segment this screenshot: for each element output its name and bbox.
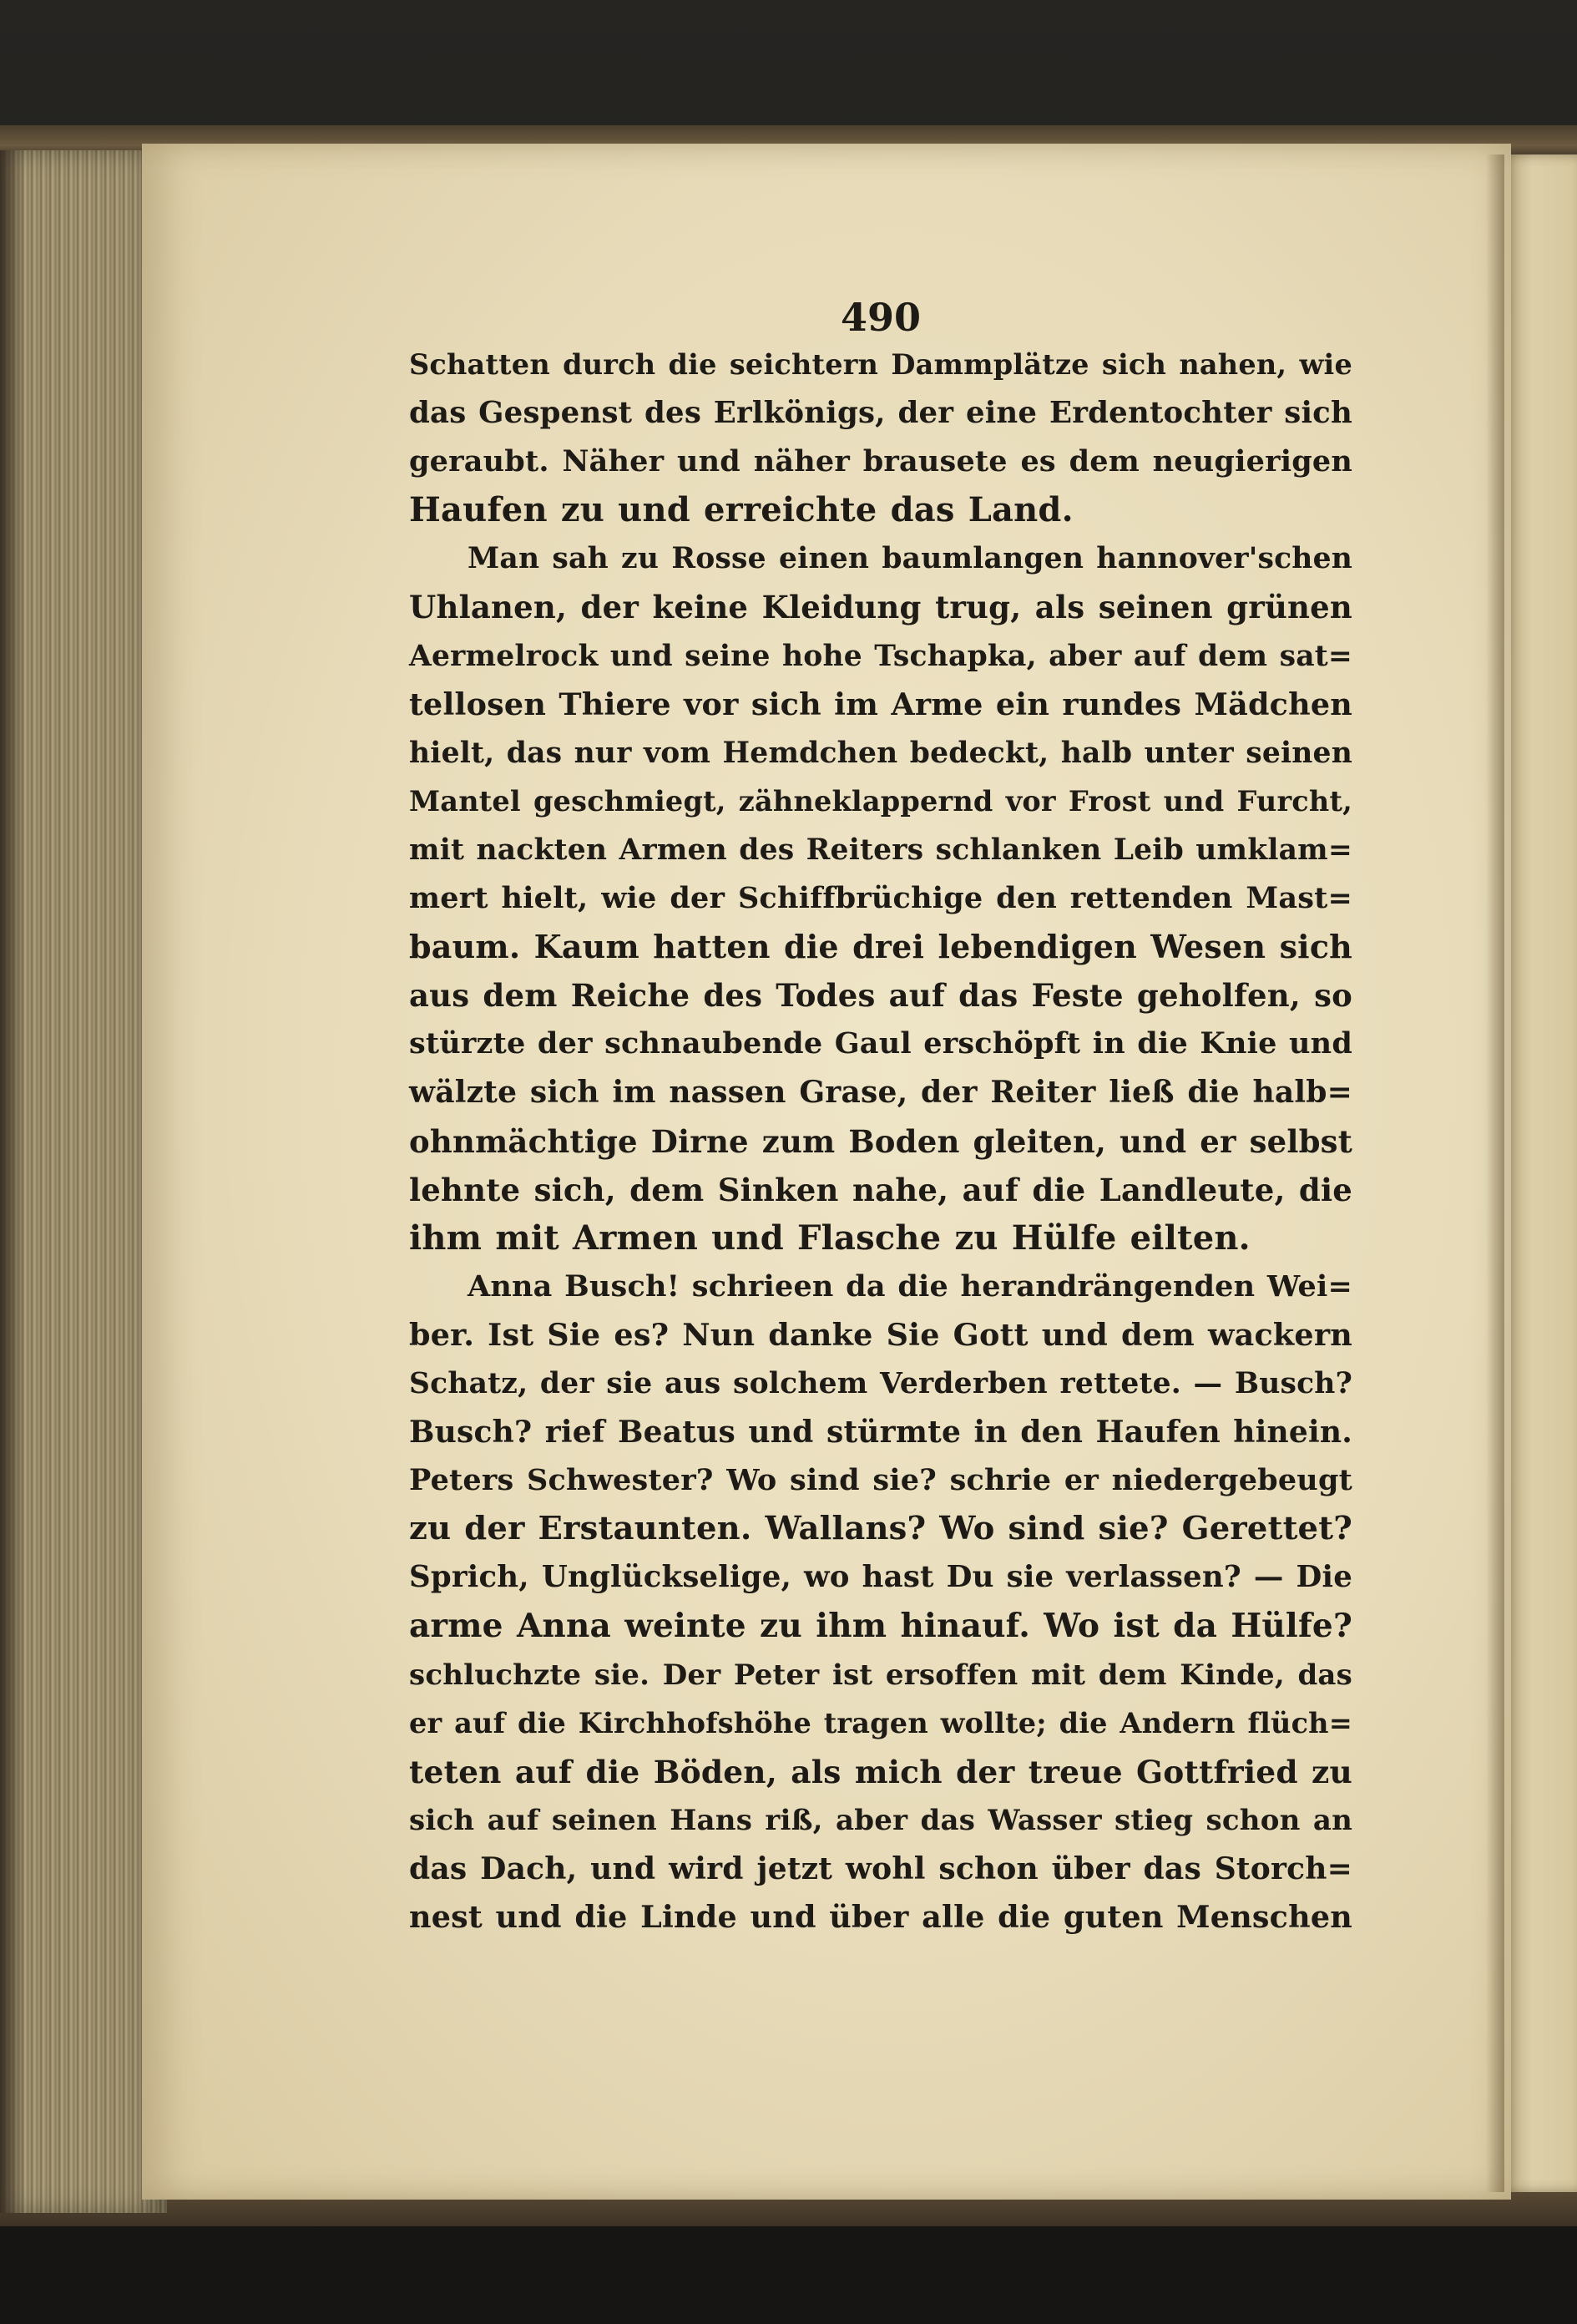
text-line: Mantel geschmiegt, zähneklappernd vor Frost und Furcht, bbox=[409, 784, 1352, 818]
text-line: Peters Schwester? Wo sind sie? schrie er niedergebeugt bbox=[409, 1463, 1352, 1498]
text-line: wälzte sich im nassen Grase, der Reiter ließ die halb= bbox=[409, 1075, 1352, 1111]
text-line: stürzte der schnaubende Gaul erschöpft in die Knie und bbox=[409, 1026, 1352, 1061]
text-line: Anna Busch! schrieen da die herandrängenden Wei= bbox=[468, 1268, 1352, 1304]
text-line: zu der Erstaunten. Wallans? Wo sind sie? Gerettet? bbox=[409, 1510, 1352, 1548]
text-line: Man sah zu Rosse einen baumlangen hannover'schen bbox=[468, 542, 1352, 576]
text-line: arme Anna weinte zu ihm hinauf. Wo ist da Hülfe? bbox=[409, 1607, 1352, 1646]
text-line: mert hielt, wie der Schiffbrüchige den rettenden Mast= bbox=[409, 881, 1352, 916]
text-line: baum. Kaum hatten die drei lebendigen Wesen sich bbox=[409, 928, 1352, 966]
text-line: ohnmächtige Dirne zum Boden gleiten, und er selbst bbox=[409, 1122, 1352, 1160]
text-line: Schatten durch die seichtern Dammplätze sich nahen, wie bbox=[409, 348, 1352, 381]
text-line: schluchzte sie. Der Peter ist ersoffen mit dem Kinde, das bbox=[409, 1658, 1352, 1692]
text-line: lehnte sich, dem Sinken nahe, auf die Landleute, die bbox=[409, 1171, 1352, 1208]
text-line: Haufen zu und erreichte das Land. bbox=[409, 490, 1074, 530]
text-line: teten auf die Böden, als mich der treue Gottfried zu bbox=[409, 1753, 1352, 1790]
page-stack-shadow bbox=[0, 150, 25, 2213]
body-text bbox=[409, 341, 1352, 1942]
text-line: ber. Ist Sie es? Nun danke Sie Gott und dem wackern bbox=[409, 1316, 1352, 1353]
text-line: tellosen Thiere vor sich im Arme ein rundes Mädchen bbox=[409, 686, 1352, 722]
text-line: aus dem Reiche des Todes auf das Feste geholfen, so bbox=[409, 977, 1352, 1015]
text-line: nest und die Linde und über alle die guten Menschen bbox=[409, 1899, 1352, 1935]
text-line: Sprich, Unglückselige, wo hast Du sie verlassen? — Die bbox=[409, 1560, 1352, 1595]
text-line: geraubt. Näher und näher brausete es dem neugierigen bbox=[409, 444, 1352, 479]
text-line: sich auf seinen Hans riß, aber das Wasser stieg schon an bbox=[409, 1803, 1352, 1837]
text-line: hielt, das nur vom Hemdchen bedeckt, halb unter seinen bbox=[409, 736, 1352, 770]
text-line: mit nackten Armen des Reiters schlanken Leib umklam= bbox=[409, 833, 1352, 867]
text-line: das Dach, und wird jetzt wohl schon über das Storch= bbox=[409, 1851, 1352, 1886]
text-line: er auf die Kirchhofshöhe tragen wollte; die Andern flüch= bbox=[409, 1706, 1352, 1739]
text-line: Uhlanen, der keine Kleidung trug, als seinen grünen bbox=[409, 589, 1352, 626]
text-line: Schatz, der sie aus solchem Verderben rettete. — Busch? bbox=[409, 1366, 1352, 1400]
text-line: Aermelrock und seine hohe Tschapka, aber auf dem sat= bbox=[409, 639, 1352, 673]
text-line: Busch? rief Beatus und stürmte in den Haufen hinein. bbox=[409, 1415, 1352, 1451]
text-line: ihm mit Armen und Flasche zu Hülfe eilten. bbox=[409, 1218, 1251, 1258]
text-line: das Gespenst des Erlkönigs, der eine Erdentochter sich bbox=[409, 396, 1352, 431]
next-page-edge bbox=[1503, 154, 1577, 2192]
page-number: 490 bbox=[840, 295, 922, 340]
page-gutter bbox=[1486, 154, 1504, 2192]
